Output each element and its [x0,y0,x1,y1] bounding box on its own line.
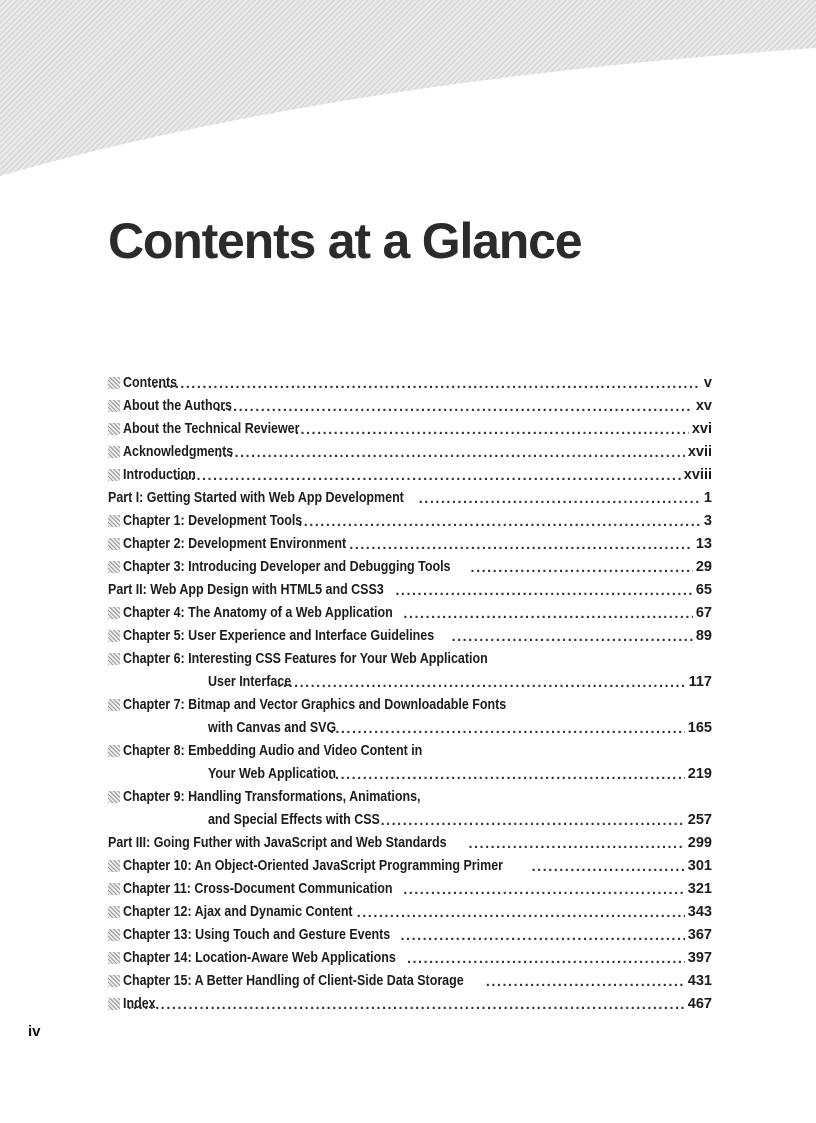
square-bullet-icon [108,745,120,757]
toc-entry[interactable]: Chapter 13: Using Touch and Gesture Events ..... 367 [108,920,712,943]
square-bullet-icon [108,929,120,941]
toc-entry[interactable]: Chapter 8: Embedding Audio and Video Content in Your Web Application ..... 219 [108,736,712,782]
square-bullet-icon [108,883,120,895]
toc-entry[interactable]: Chapter 7: Bitmap and Vector Graphics and Downloadable Fonts with Canvas and SVG ..... 165 [108,690,712,736]
square-bullet-icon [108,469,120,481]
square-bullet-icon [108,630,120,642]
square-bullet-icon [108,998,120,1010]
toc-entry[interactable]: Chapter 15: A Better Handling of Client-Side Data Storage ..... 431 [108,966,712,989]
square-bullet-icon [108,653,120,665]
toc-entry[interactable]: Introduction ..... xviii [108,460,712,483]
toc-list [108,368,712,1012]
square-bullet-icon [108,400,120,412]
toc-entry[interactable]: Chapter 14: Location-Aware Web Applications ..... 397 [108,943,712,966]
square-bullet-icon [108,377,120,389]
toc-entry[interactable]: Chapter 12: Ajax and Dynamic Content ..... 343 [108,897,712,920]
toc-part-entry[interactable]: Part I: Getting Started with Web App Development ..... 1 [108,483,712,506]
toc-entry[interactable]: Chapter 3: Introducing Developer and Debugging Tools ..... 29 [108,552,712,575]
toc-entry[interactable]: Contents ..... v [108,368,712,391]
square-bullet-icon [108,975,120,987]
toc-entry[interactable]: Chapter 6: Interesting CSS Features for Your Web Application User Interface ..... 117 [108,644,712,690]
header-banner [0,0,816,200]
toc-entry[interactable]: Chapter 2: Development Environment ..... 13 [108,529,712,552]
square-bullet-icon [108,791,120,803]
square-bullet-icon [108,515,120,527]
toc-entry[interactable]: Chapter 5: User Experience and Interface Guidelines ..... 89 [108,621,712,644]
toc-entry[interactable]: Index ..... 467 [108,989,712,1012]
toc-entry[interactable]: Chapter 1: Development Tools ..... 3 [108,506,712,529]
toc-entry[interactable]: Chapter 4: The Anatomy of a Web Application ..... 67 [108,598,712,621]
toc-part-entry[interactable]: Part II: Web App Design with HTML5 and CSS3 ..... 65 [108,575,712,598]
square-bullet-icon [108,446,120,458]
square-bullet-icon [108,423,120,435]
toc-entry[interactable]: Chapter 11: Cross-Document Communication ..... 321 [108,874,712,897]
toc-entry[interactable]: About the Technical Reviewer ..... xvi [108,414,712,437]
square-bullet-icon [108,561,120,573]
square-bullet-icon [108,538,120,550]
toc-entry[interactable]: Chapter 10: An Object-Oriented JavaScript Programming Primer ..... 301 [108,851,712,874]
toc-part-entry[interactable]: Part III: Going Futher with JavaScript and Web Standards ..... 299 [108,828,712,851]
square-bullet-icon [108,860,120,872]
square-bullet-icon [108,699,120,711]
page-number: iv [28,1023,41,1040]
toc-entry[interactable]: Chapter 9: Handling Transformations, Animations, and Special Effects with CSS ..... 257 [108,782,712,828]
page-title: Contents at a Glance [108,213,582,269]
toc-entry[interactable]: About the Authors ..... xv [108,391,712,414]
square-bullet-icon [108,906,120,918]
square-bullet-icon [108,607,120,619]
square-bullet-icon [108,952,120,964]
toc-entry[interactable]: Acknowledgments ..... xvii [108,437,712,460]
